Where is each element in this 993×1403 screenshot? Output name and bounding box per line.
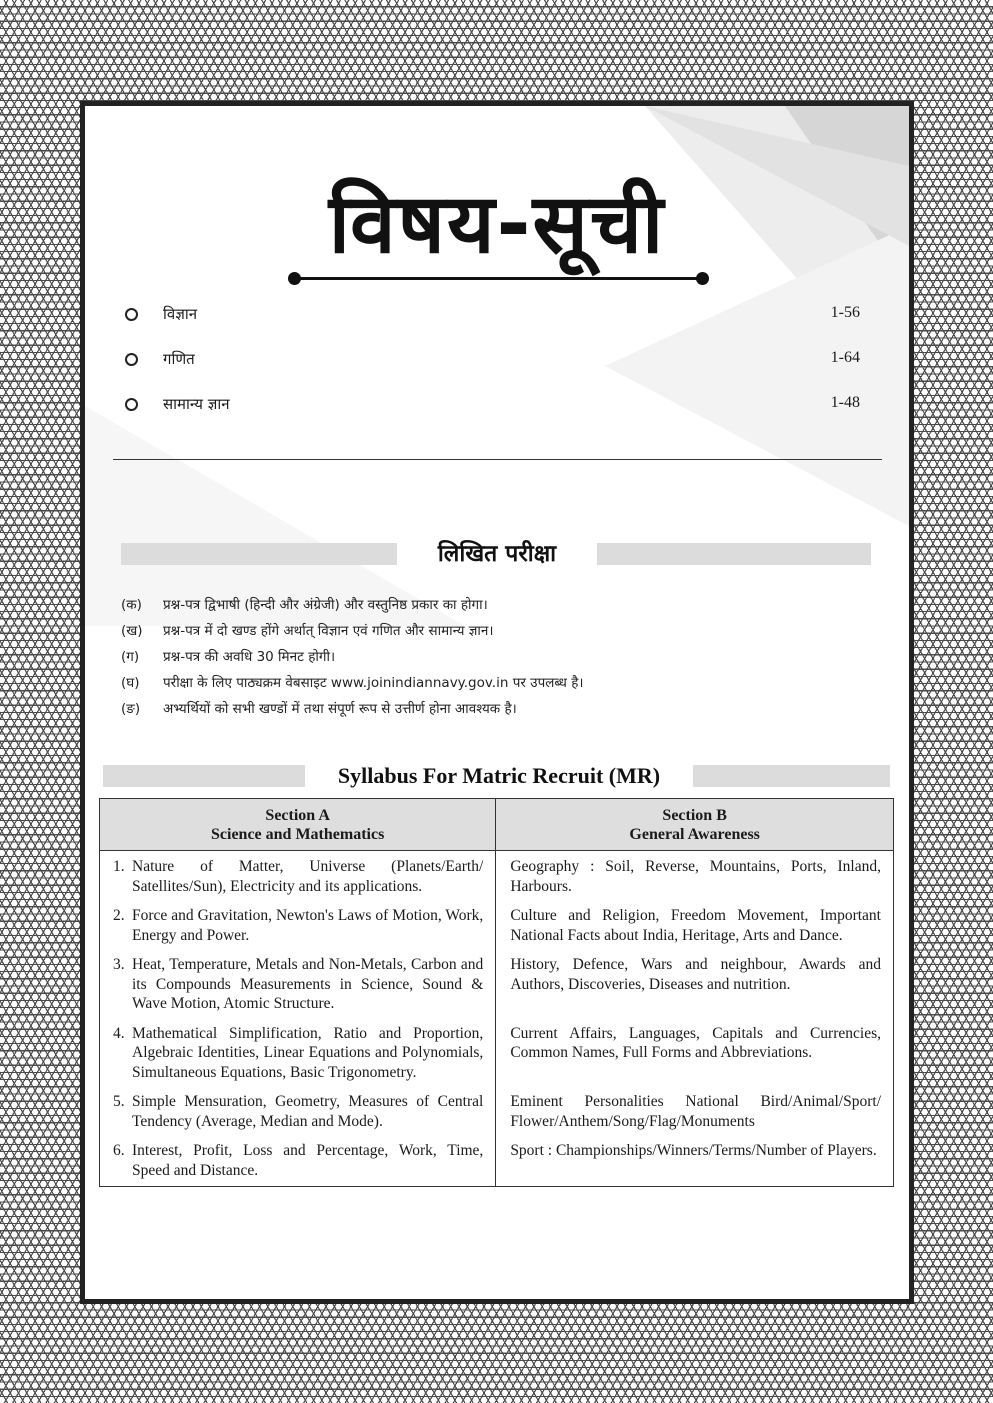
exam-rule: (ङ) अभ्यर्थियों को सभी खण्डों में तथा संपूर्ण रूप से उत्तीर्ण होना आवश्यक है। — [121, 701, 517, 717]
exam-rule: (क) प्रश्न-पत्र द्विभाषी (हिन्दी और अंग्रेजी) और वस्तुनिष्ठ प्रकार का होगा। — [121, 597, 488, 613]
title-underline — [288, 272, 709, 286]
section-a-header: Section A Science and Mathematics — [100, 799, 496, 851]
table-row: 6. Interest, Profit, Loss and Percentage, Work, Time, Speed and Distance. Sport : Championships/Winners/Terms/Number of Players. — [100, 1137, 894, 1187]
table-row: 5. Simple Mensuration, Geometry, Measures of Central Tendency (Average, Median and Mode). Eminent Personalities National Bird/Animal/Sport/ Flower/Anthem/Song/Flag/Monuments — [100, 1088, 894, 1137]
bullet-icon — [125, 353, 138, 366]
page-title: विषय-सूची — [328, 177, 666, 272]
bullet-icon — [125, 398, 138, 411]
bullet-icon — [125, 308, 138, 321]
syllabus-heading: Syllabus For Matric Recruit (MR) — [305, 761, 693, 791]
section-divider — [113, 459, 882, 460]
toc-item-science: विज्ञान 1-56 — [125, 304, 860, 328]
syllabus-table — [99, 798, 894, 1187]
written-exam-heading: लिखित परीक्षा — [397, 539, 597, 569]
page-frame — [80, 101, 914, 1304]
toc-item-general-knowledge: सामान्य ज्ञान 1-48 — [125, 394, 860, 418]
table-row: 3. Heat, Temperature, Metals and Non-Metals, Carbon and its Compounds Measurements in Science, Sound & Wave Motion, Atomic Structure. History, Defence, Wars and neighbour, Awards and Authors, Discoveries, Diseases and nutrition. — [100, 951, 894, 1020]
toc-item-maths: गणित 1-64 — [125, 349, 860, 373]
exam-rule: (ग) प्रश्न-पत्र की अवधि 30 मिनट होगी। — [121, 649, 336, 665]
exam-rule: (ख) प्रश्न-पत्र में दो खण्ड होंगे अर्थात् विज्ञान एवं गणित और सामान्य ज्ञान। — [121, 623, 494, 639]
table-row: 4. Mathematical Simplification, Ratio and Proportion, Algebraic Identities, Linear Equations and Polynomials, Simultaneous Equations, Basic Trigonometry. Current Affairs, Languages, Capitals and Currencies, Common Names, Full Forms and Abbreviations. — [100, 1020, 894, 1089]
table-row: 2. Force and Gravitation, Newton's Laws of Motion, Work, Energy and Power. Culture and Religion, Freedom Movement, Important National Facts about India, Heritage, Arts and Dance. — [100, 902, 894, 951]
exam-rule: (घ) परीक्षा के लिए पाठ्यक्रम वेबसाइट www.joinindiannavy.gov.in पर उपलब्ध है। — [121, 675, 584, 691]
table-row: 1. Nature of Matter, Universe (Planets/Earth/ Satellites/Sun), Electricity and its applications. Geography : Soil, Reverse, Mountains, Ports, Inland, Harbours. — [100, 851, 894, 903]
section-b-header: Section B General Awareness — [496, 799, 894, 851]
